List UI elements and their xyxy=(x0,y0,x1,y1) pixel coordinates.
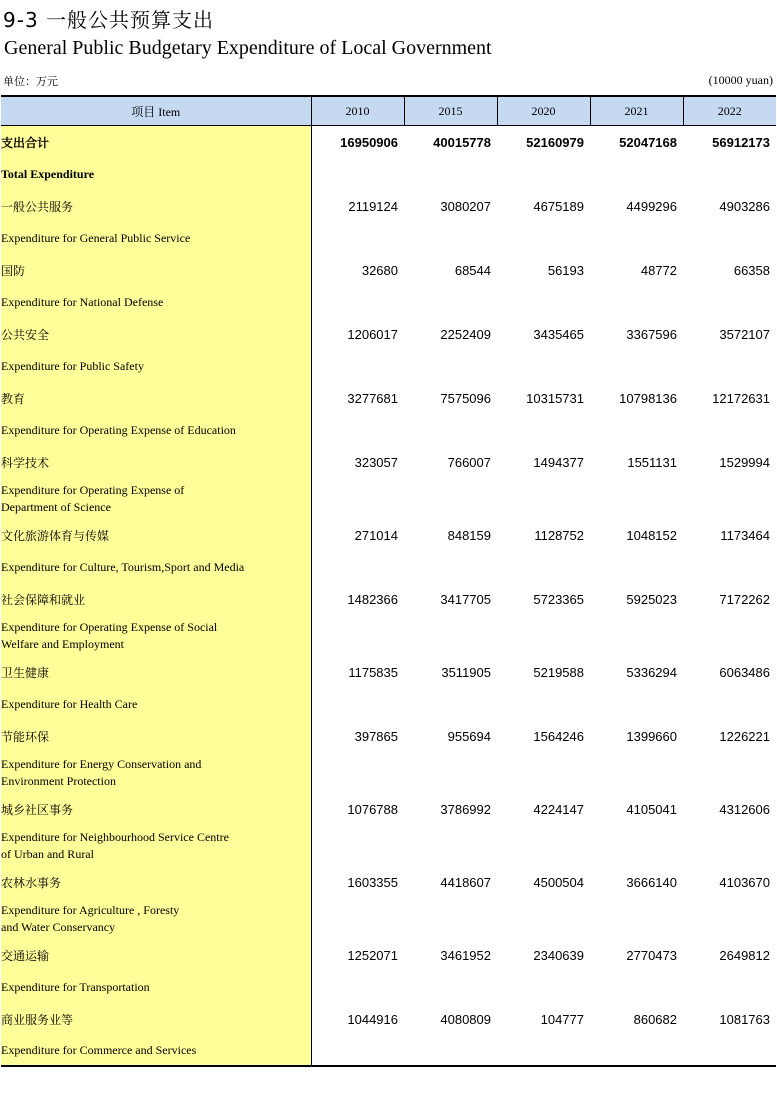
row-label-cn: 商业服务业等 xyxy=(1,1003,311,1035)
row-value: 1048152 xyxy=(626,527,677,543)
row-label-en xyxy=(1,825,311,866)
row-label-cn: 农林水事务 xyxy=(1,866,311,898)
row-value: 1175835 xyxy=(348,664,398,680)
row-label-en-line: and Water Conservancy xyxy=(1,919,116,934)
row-label-en-line: Expenditure for Operating Expense of Social xyxy=(1,619,218,634)
row-value: 32680 xyxy=(361,262,398,278)
row-value: 1226221 xyxy=(719,728,770,744)
row-value: 5925023 xyxy=(626,591,677,607)
row-value: 955694 xyxy=(447,728,491,744)
row-value: 7575096 xyxy=(440,390,491,406)
row-value: 4675189 xyxy=(533,198,584,214)
row-value: 1494377 xyxy=(533,454,584,470)
row-value: 1081763 xyxy=(719,1011,770,1027)
total-row xyxy=(1,126,776,159)
row-value: 1044916 xyxy=(347,1011,398,1027)
row-label-cn: 城乡社区事务 xyxy=(1,793,311,825)
row-label-cn: 教育 xyxy=(1,382,311,414)
header-item: 项目 Item xyxy=(1,96,311,126)
row-value: 1128752 xyxy=(534,527,584,543)
row-label-cn: 社会保障和就业 xyxy=(1,583,311,615)
table-row xyxy=(1,583,776,615)
row-value: 2252409 xyxy=(440,326,491,342)
row-value: 1173464 xyxy=(720,527,770,543)
table-row xyxy=(1,939,776,971)
row-value: 1482366 xyxy=(347,591,398,607)
table-row xyxy=(1,519,776,551)
row-label-en xyxy=(1,1035,311,1066)
table-row-english xyxy=(1,1035,776,1066)
unit-label-english: (10000 yuan) xyxy=(708,73,773,87)
row-value: 4312606 xyxy=(719,801,770,817)
row-label-en xyxy=(1,551,311,583)
row-label-en xyxy=(1,898,311,939)
row-value: 3786992 xyxy=(440,801,491,817)
row-label-en-line: Expenditure for Energy Conservation and xyxy=(1,756,202,771)
page-title-chinese: 9-3 一般公共预算支出 xyxy=(3,8,215,32)
row-value: 12172631 xyxy=(712,390,770,406)
row-label-en-line: Expenditure for Public Safety xyxy=(1,358,144,373)
row-label-cn: 节能环保 xyxy=(1,720,311,752)
row-value: 1076788 xyxy=(347,801,398,817)
row-value: 2119124 xyxy=(348,198,398,214)
row-value: 4080809 xyxy=(440,1011,491,1027)
row-value: 104777 xyxy=(540,1011,584,1027)
row-label-en-line: Department of Science xyxy=(1,499,111,514)
row-label-cn: 交通运输 xyxy=(1,939,311,971)
row-label-en-line: Expenditure for Commerce and Services xyxy=(1,1042,197,1057)
total-value: 52160979 xyxy=(526,134,584,150)
row-value: 68544 xyxy=(454,262,491,278)
table-row xyxy=(1,190,776,222)
row-label-cn: 公共安全 xyxy=(1,318,311,350)
header-year-2022: 2022 xyxy=(683,96,776,126)
table-row-english xyxy=(1,286,776,318)
row-value: 3417705 xyxy=(440,591,491,607)
total-value: 56912173 xyxy=(712,134,770,150)
row-value: 4500504 xyxy=(533,874,584,890)
row-value: 4105041 xyxy=(626,801,677,817)
row-value: 2340639 xyxy=(533,947,584,963)
row-label-en-line: Expenditure for Transportation xyxy=(1,979,150,994)
table-row xyxy=(1,318,776,350)
row-value: 4499296 xyxy=(626,198,677,214)
total-row-english xyxy=(1,158,776,190)
row-label-cn: 文化旅游体育与传媒 xyxy=(1,519,311,551)
header-year-2021: 2021 xyxy=(590,96,683,126)
table-row-english xyxy=(1,825,776,866)
table-row xyxy=(1,866,776,898)
total-value: 52047168 xyxy=(619,134,677,150)
row-value: 6063486 xyxy=(719,664,770,680)
row-label-en xyxy=(1,615,311,656)
row-value: 3277681 xyxy=(347,390,398,406)
row-value: 1603355 xyxy=(347,874,398,890)
row-value: 3367596 xyxy=(626,326,677,342)
row-value: 1551131 xyxy=(627,454,677,470)
table-header-row xyxy=(1,96,776,126)
row-label-en xyxy=(1,971,311,1003)
row-value: 10798136 xyxy=(619,390,677,406)
row-value: 3080207 xyxy=(440,198,491,214)
row-label-en-line: Expenditure for Agriculture , Foresty xyxy=(1,902,180,917)
row-value: 2649812 xyxy=(719,947,770,963)
table-row xyxy=(1,656,776,688)
row-label-en xyxy=(1,478,311,519)
row-label-en-line: Expenditure for General Public Service xyxy=(1,230,191,245)
table-row-english xyxy=(1,615,776,656)
table-row-english xyxy=(1,898,776,939)
row-value: 4103670 xyxy=(719,874,770,890)
row-label-en-line: Expenditure for Culture, Tourism,Sport and Media xyxy=(1,559,245,574)
row-label-en-line: Environment Protection xyxy=(1,773,116,788)
total-label-en: Total Expenditure xyxy=(1,158,311,190)
table-row-english xyxy=(1,688,776,720)
table-row-english xyxy=(1,414,776,446)
row-label-en-line: Expenditure for Neighbourhood Service Centre xyxy=(1,829,229,844)
total-value: 16950906 xyxy=(340,134,398,150)
header-year-2020: 2020 xyxy=(497,96,590,126)
row-value: 1206017 xyxy=(347,326,398,342)
row-label-en xyxy=(1,752,311,793)
row-value: 66358 xyxy=(733,262,770,278)
table-row xyxy=(1,254,776,286)
table-row xyxy=(1,446,776,478)
row-value: 397865 xyxy=(354,728,398,744)
row-label-cn: 国防 xyxy=(1,254,311,286)
row-label-en-line: Expenditure for Health Care xyxy=(1,696,138,711)
row-label-en-line: Expenditure for Operating Expense of xyxy=(1,482,185,497)
row-value: 271014 xyxy=(354,527,398,543)
row-label-cn: 卫生健康 xyxy=(1,656,311,688)
row-label-cn: 一般公共服务 xyxy=(1,190,311,222)
row-value: 5723365 xyxy=(533,591,584,607)
table-row xyxy=(1,382,776,414)
row-value: 1399660 xyxy=(626,728,677,744)
row-label-en xyxy=(1,222,311,254)
row-value: 860682 xyxy=(633,1011,677,1027)
table-row-english xyxy=(1,350,776,382)
row-value: 3461952 xyxy=(440,947,491,963)
row-value: 3511905 xyxy=(441,664,491,680)
row-value: 7172262 xyxy=(719,591,770,607)
row-label-en-line: of Urban and Rural xyxy=(1,846,94,861)
row-label-en-line: Expenditure for National Defense xyxy=(1,294,164,309)
table-row-english xyxy=(1,551,776,583)
row-label-en xyxy=(1,286,311,318)
row-value: 848159 xyxy=(447,527,491,543)
row-label-en-line: Welfare and Employment xyxy=(1,636,124,651)
row-label-en-line: Expenditure for Operating Expense of Education xyxy=(1,422,236,437)
row-value: 5336294 xyxy=(626,664,677,680)
unit-label-chinese: 单位：万元 xyxy=(3,75,58,88)
table-row xyxy=(1,793,776,825)
row-value: 3572107 xyxy=(719,326,770,342)
row-value: 2770473 xyxy=(626,947,677,963)
row-value: 4224147 xyxy=(533,801,584,817)
row-label-en xyxy=(1,350,311,382)
row-value: 5219588 xyxy=(533,664,584,680)
row-value: 3666140 xyxy=(626,874,677,890)
row-value: 323057 xyxy=(354,454,398,470)
table-row xyxy=(1,1003,776,1035)
total-label-cn: 支出合计 xyxy=(1,126,311,159)
row-value: 766007 xyxy=(447,454,491,470)
table-row xyxy=(1,720,776,752)
row-label-en xyxy=(1,688,311,720)
row-value: 3435465 xyxy=(533,326,584,342)
row-label-cn: 科学技术 xyxy=(1,446,311,478)
row-value: 1529994 xyxy=(719,454,770,470)
row-value: 1252071 xyxy=(347,947,398,963)
row-value: 4903286 xyxy=(719,198,770,214)
row-value: 10315731 xyxy=(526,390,584,406)
row-label-en xyxy=(1,414,311,446)
table-row-english xyxy=(1,971,776,1003)
header-year-2010: 2010 xyxy=(311,96,404,126)
expenditure-table xyxy=(1,95,776,1067)
header-year-2015: 2015 xyxy=(404,96,497,126)
table-row-english xyxy=(1,222,776,254)
total-value: 40015778 xyxy=(433,134,491,150)
row-value: 48772 xyxy=(640,262,677,278)
table-row-english xyxy=(1,752,776,793)
row-value: 4418607 xyxy=(440,874,491,890)
table-row-english xyxy=(1,478,776,519)
row-value: 56193 xyxy=(547,262,584,278)
page-title-english: General Public Budgetary Expenditure of Local Government xyxy=(4,37,492,59)
row-value: 1564246 xyxy=(533,728,584,744)
